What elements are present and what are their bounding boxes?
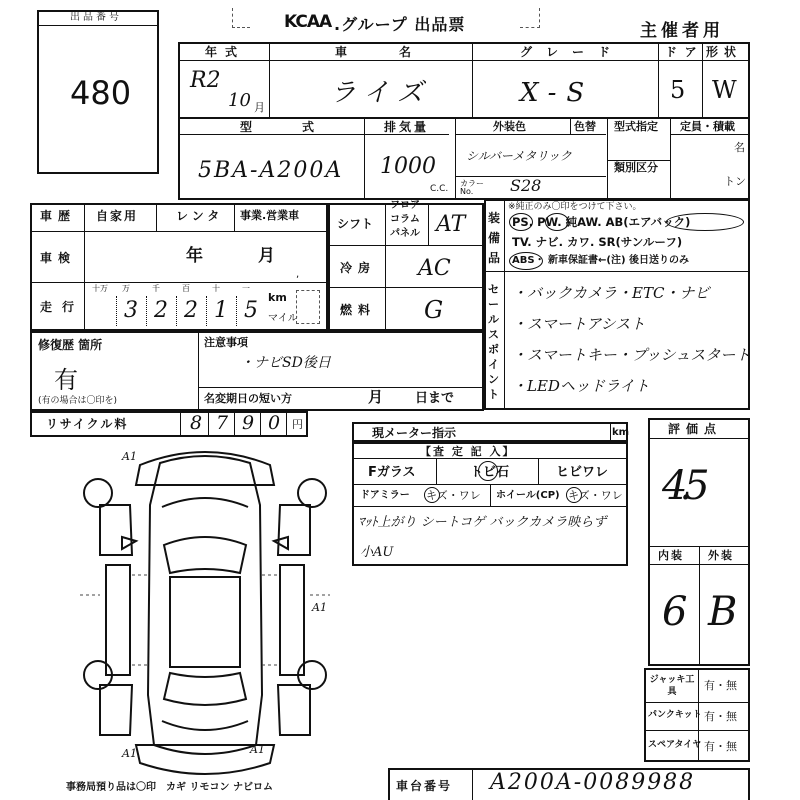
equipment-line1: PS. PW. 純AW. AB(エアバック)	[512, 215, 691, 229]
deadline-month: 月	[368, 388, 384, 406]
mileage-digit-label: 百	[182, 284, 190, 293]
door-mirror-label: ドアミラー	[360, 490, 410, 501]
office-items: 事務局預り品は〇印 カギ リモコン ナビロム	[66, 782, 273, 793]
mileage-digit: 2	[184, 298, 198, 323]
year-value: R2	[190, 68, 221, 93]
equipment-note: ※純正のみ〇印をつけて下さい。	[508, 202, 642, 212]
exterior-score: B	[708, 589, 738, 635]
damage-mark: A1	[122, 747, 137, 760]
color-no-label: カラーNo.	[460, 179, 484, 196]
spare-tire-label: スペアタイヤ	[648, 740, 702, 750]
rental-option: レンタ	[176, 209, 224, 223]
grade-label: グレード	[520, 45, 625, 59]
km-label: km	[268, 291, 287, 304]
mileage-digit: 3	[124, 298, 138, 323]
meter-label: 現メーター指示	[372, 426, 457, 440]
mileage-digit: 5	[244, 298, 258, 323]
mileage-digit-label: 十	[212, 284, 220, 293]
business-option: 事業.営業車	[240, 209, 300, 222]
model-value: 5BA-A200A	[198, 158, 344, 183]
recycle-unit: 円	[292, 418, 303, 431]
jack-label: ジャッキ工具	[649, 675, 695, 697]
wheel-scratch-circle	[566, 487, 582, 503]
selling-point-item: ・スマートアシスト	[512, 315, 646, 333]
recycle-digit: 9	[242, 412, 255, 434]
recycle-digit: 7	[216, 412, 229, 434]
mile-checkbox[interactable]	[296, 290, 320, 324]
persons-unit: 名	[734, 141, 745, 154]
mileage-digit-label: 十万	[92, 284, 108, 293]
damage-mark: A1	[122, 450, 137, 463]
notes-text: ・ナビSD後日	[240, 355, 331, 371]
car-damage-diagram	[70, 445, 340, 785]
history-label: 車歴	[40, 209, 77, 223]
deadline-day: 日まで	[415, 391, 455, 406]
exterior-color-label: 外装色	[493, 120, 526, 133]
recycle-label: リサイクル料	[46, 417, 129, 431]
mile-label: マイル	[268, 313, 298, 324]
damage-mark: A1	[250, 743, 265, 756]
recycle-digit: 8	[190, 412, 203, 434]
airbag-circle	[666, 213, 744, 231]
car-name-label: 車名	[335, 45, 464, 59]
car-name-value: ライズ	[330, 78, 431, 108]
puncture-kit-options: 有・無	[704, 710, 737, 723]
recycle-digit: 0	[268, 412, 281, 434]
chassis-label: 車台番号	[396, 779, 453, 793]
doors-label: ドア	[665, 45, 705, 59]
chassis-number: A200A-0089988	[490, 770, 696, 795]
shift-option: コラム	[390, 214, 420, 225]
fuel-label: 燃料	[340, 303, 377, 317]
color-change-label: 色替	[574, 120, 596, 133]
inspection-label: 車検	[40, 251, 77, 265]
deadline-label: 名変期日の短い方	[204, 392, 292, 405]
capacity-label: 定員・積載	[680, 120, 735, 133]
organizer-label: 主催者用	[640, 21, 724, 41]
wheel-options: キズ・ワレ	[568, 489, 623, 502]
model-label: 型式	[240, 120, 365, 134]
cc-label: C.C.	[430, 184, 449, 194]
mileage-digit-label: 万	[122, 284, 130, 293]
rating-label: 評価点	[668, 422, 723, 436]
mileage-label: 走行	[40, 300, 85, 314]
month-value: 10	[228, 90, 251, 111]
body-value: W	[712, 76, 737, 104]
damage-mark: A1	[312, 601, 327, 614]
stone-chip-circle	[478, 461, 498, 481]
notes-label: 注意事項	[204, 336, 248, 349]
grade-value: X-S	[520, 78, 595, 108]
fuel-value: G	[424, 296, 444, 324]
shift-option: パネル	[390, 228, 420, 239]
inspection-month-unit: 月	[258, 246, 275, 266]
inspection-year-unit: 年	[186, 246, 203, 266]
month-unit: 月	[254, 101, 265, 114]
lot-number-label: 出品番号	[70, 12, 122, 23]
puncture-kit-label: パンクキット	[648, 710, 702, 720]
ac-value: AC	[418, 256, 451, 281]
selling-point-item: ・スマートキー・プッシュスタート	[512, 346, 751, 364]
selling-point-item: ・LEDヘッドライト	[512, 377, 650, 395]
repair-label: 修復歴 箇所	[38, 338, 103, 352]
form-title: .グループ 出品票	[334, 15, 466, 34]
exterior-label: 外装	[708, 549, 734, 562]
inspection-remark-1: ﾏｯﾄ上がり シートコゲ バックカメラ映らず	[358, 515, 607, 530]
private-use-option: 自家用	[96, 209, 139, 223]
lot-number: 480	[70, 74, 132, 112]
spare-tire-options: 有・無	[704, 740, 737, 753]
color-no-value: S28	[510, 176, 542, 195]
displacement-label: 排気量	[384, 120, 430, 134]
exterior-color-value: シルバーメタリック	[466, 149, 572, 163]
body-label: 形状	[706, 45, 743, 59]
front-glass-label: Fガラス	[368, 465, 416, 480]
equipment-label: 装備品	[488, 211, 501, 265]
ac-label: 冷房	[340, 261, 377, 275]
jack-options: 有・無	[704, 679, 737, 692]
interior-score: 6	[662, 589, 688, 635]
inspection-remark-2: 小AU	[360, 545, 394, 560]
mileage-digit-label: 一	[242, 284, 250, 293]
repair-note: (有の場合は〇印を)	[38, 396, 118, 406]
mileage-digit: 1	[214, 298, 228, 323]
wheel-label: ホイール(CP)	[496, 490, 560, 501]
year-label: 年式	[205, 45, 246, 59]
door-mirror-options: キズ・ワレ	[426, 489, 481, 502]
shift-option: フロア	[390, 200, 420, 211]
equipment-line2: TV. ナビ. カワ. SR(サンルーフ)	[512, 235, 683, 249]
crack-label: ヒビワレ	[556, 465, 609, 480]
displacement-value: 1000	[380, 154, 436, 179]
equipment-line3: ABS・ 新車保証書←(注) 後日送りのみ	[512, 255, 690, 266]
abs-circle	[509, 252, 543, 270]
stone-chip-label: トビ石	[470, 465, 510, 480]
mileage-digit-label: 千	[152, 284, 160, 293]
shift-label: シフト	[337, 217, 374, 231]
interior-label: 内装	[658, 549, 684, 562]
meter-unit: km	[612, 427, 630, 438]
selling-points-label: セールスポイント	[488, 283, 499, 401]
mileage-digit: 2	[154, 298, 168, 323]
tons-unit: トン	[724, 175, 746, 188]
repair-value: 有	[54, 366, 78, 394]
category-label: 類別区分	[614, 161, 658, 174]
brand-logo: KCAA	[284, 12, 332, 32]
pw-circle	[545, 213, 569, 231]
inspection-title: 【査 定 記 入】	[420, 445, 516, 458]
shift-value: AT	[436, 212, 466, 237]
rating-score: 4.5	[662, 463, 702, 509]
type-designation-label: 型式指定	[614, 120, 658, 133]
selling-point-item: ・バックカメラ・ETC・ナビ	[512, 284, 710, 302]
doors-value: 5	[670, 76, 686, 104]
ps-circle	[509, 213, 533, 231]
mirror-scratch-circle	[424, 487, 440, 503]
